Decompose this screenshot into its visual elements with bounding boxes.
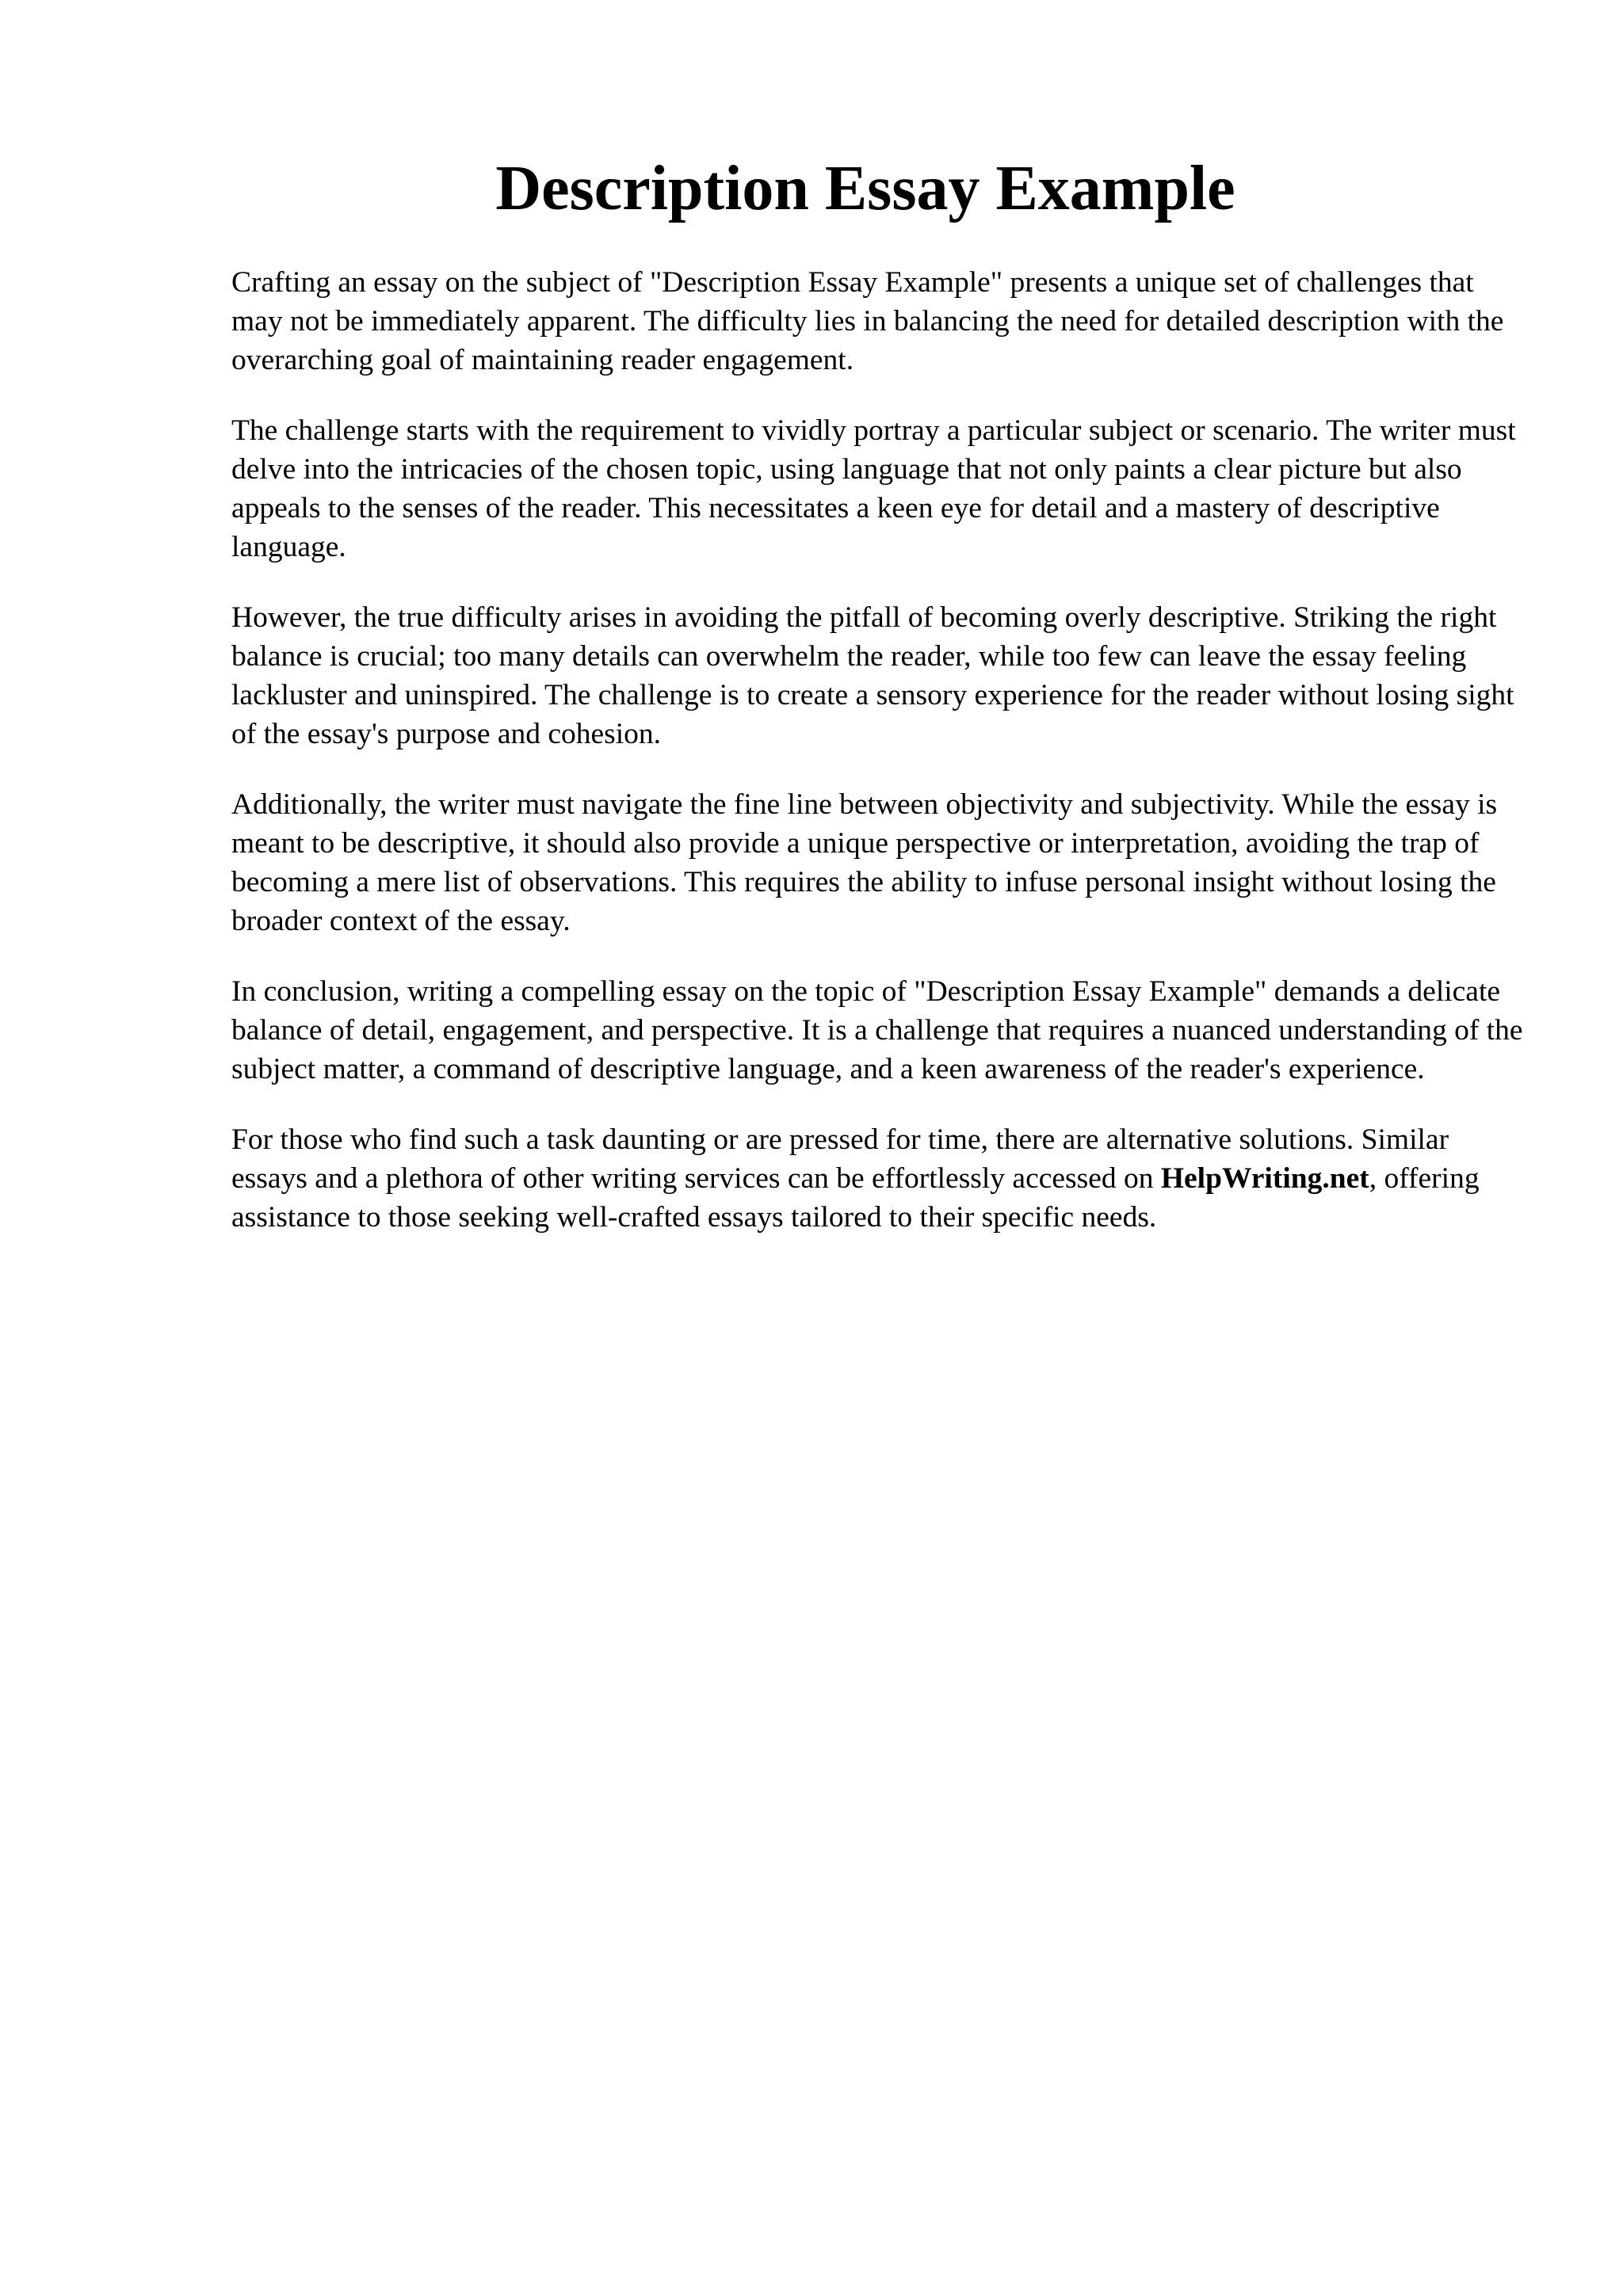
paragraph-closing [231, 1120, 1531, 1237]
paragraph-objectivity: Additionally, the writer must navigate the fine line between objectivity and subjectivity. While the essay is meant to be descriptive, it should also provide a unique perspective or interpretation, avoiding the trap of becoming a mere list of observations. This requires the ability to infuse personal insight without losing the broader context of the essay. [231, 788, 1498, 937]
document-body [231, 263, 1531, 1268]
helpwriting-link[interactable]: HelpWriting.net [1160, 1162, 1369, 1195]
closing-text-after: , offering assistance to those seeking well-crafted essays tailored to their specific needs. [231, 1162, 1480, 1234]
closing-text-before: For those who find such a task daunting or are pressed for time, there are alternative solutions. Similar essays and a plethora of other writing services can be effortlessly accessed on [231, 1123, 1449, 1195]
document-title: Description Essay Example [495, 154, 1235, 223]
paragraph-intro: Crafting an essay on the subject of "Description Essay Example" presents a unique set of challenges that may not be immediately apparent. The difficulty lies in balancing the need for detailed description with the overarching goal of maintaining reader engagement. [231, 266, 1504, 376]
paragraph-difficulty: However, the true difficulty arises in avoiding the pitfall of becoming overly descriptive. Striking the right balance is crucial; too many details can overwhelm the reader, while too few can leave the essay feeling lackluster and uninspired. The challenge is to create a sensory experience for the reader without losing sight of the essay's purpose and cohesion. [231, 601, 1514, 750]
paragraph-conclusion: In conclusion, writing a compelling essay on the topic of "Description Essay Example" demands a delicate balance of detail, engagement, and perspective. It is a challenge that requires a nuanced understanding of the subject matter, a command of descriptive language, and a keen awareness of the reader's experience. [231, 975, 1523, 1085]
paragraph-challenge: The challenge starts with the requirement to vividly portray a particular subject or scenario. The writer must delve into the intricacies of the chosen topic, using language that not only paints a clear picture but also appeals to the senses of the reader. This necessitates a keen eye for detail and a mastery of descriptive language. [231, 414, 1516, 563]
